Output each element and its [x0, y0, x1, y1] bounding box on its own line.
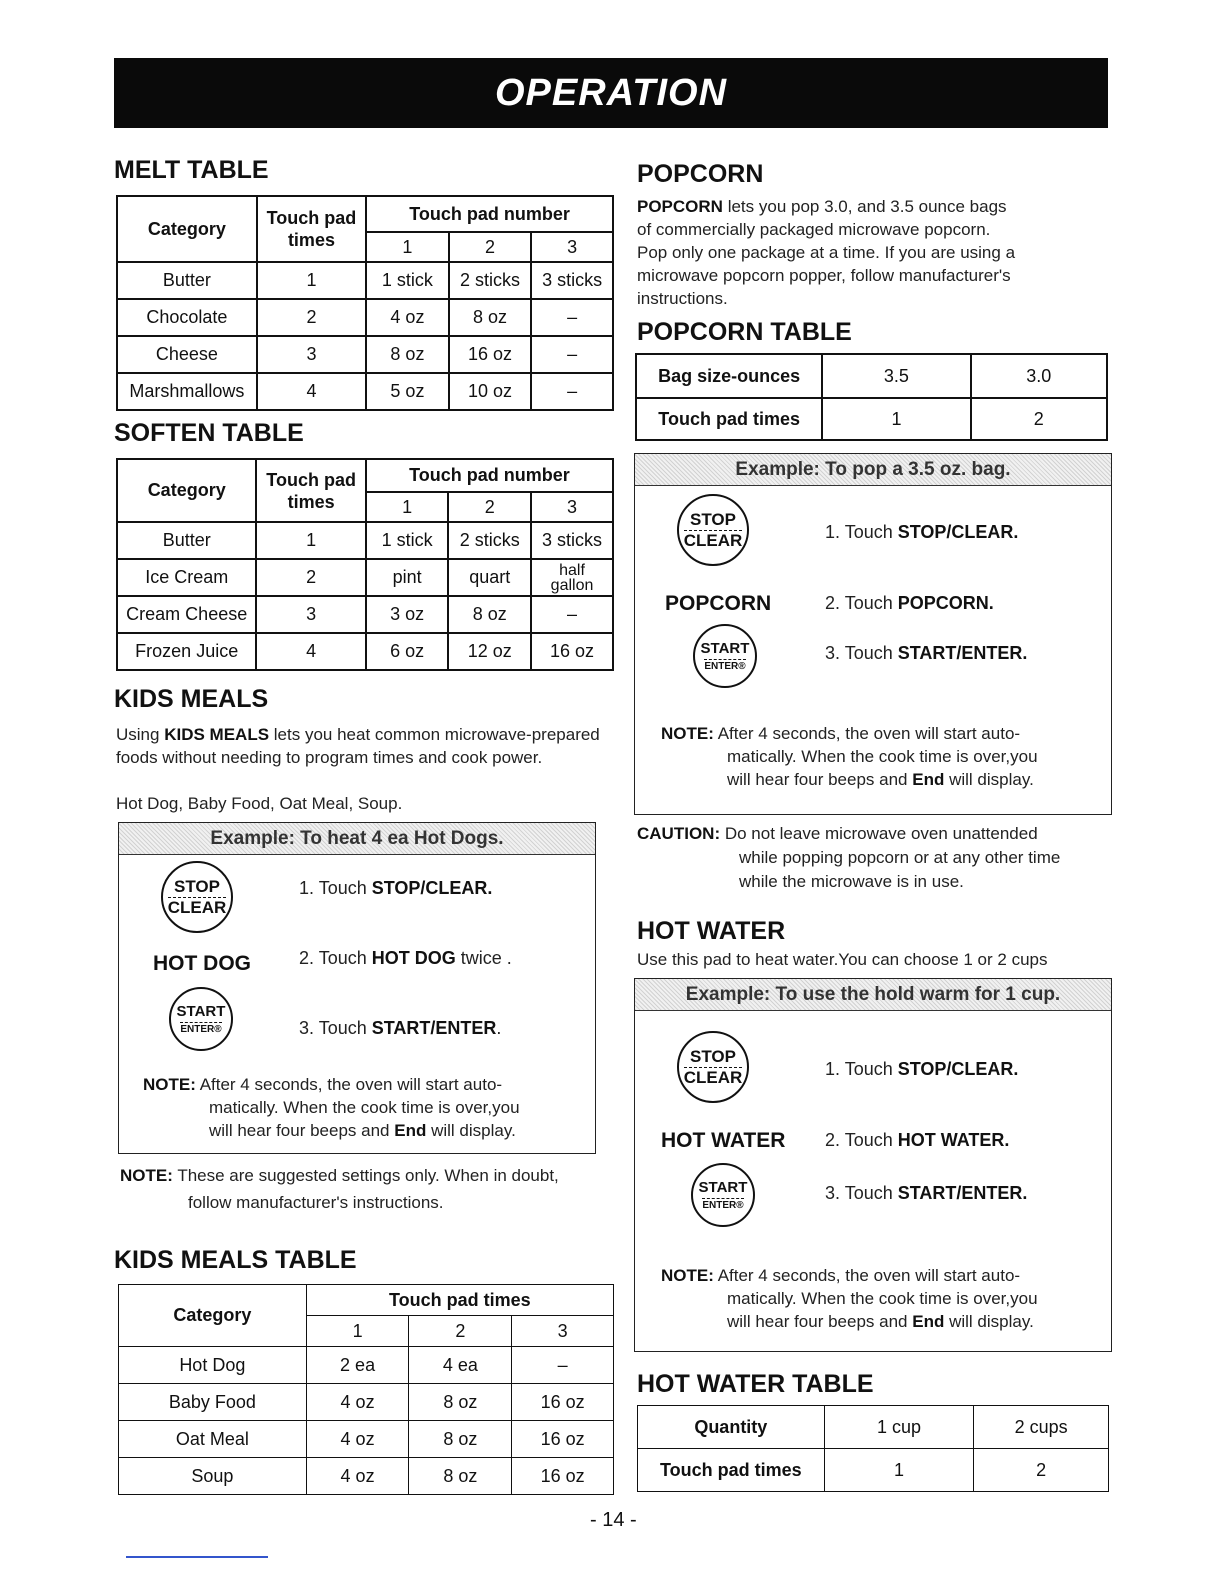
soften-cell: 2 sticks — [448, 522, 531, 559]
hot-water-key-label: HOT WATER — [661, 1129, 786, 1152]
start-enter-icon — [169, 987, 233, 1051]
melt-cell: 2 — [257, 299, 366, 336]
intro-text: microwave popcorn popper, follow manufacturer's — [637, 266, 1011, 285]
kids-table-cell: 4 oz — [306, 1421, 409, 1458]
table-row — [117, 336, 613, 373]
step-text: 1. Touch — [825, 522, 893, 542]
kids-table-header-category: Category — [119, 1285, 307, 1347]
popcorn-intro — [637, 195, 1117, 310]
hot-water-example-box — [634, 978, 1112, 1352]
soften-header-category: Category — [117, 459, 256, 522]
soften-cell: 4 — [256, 633, 365, 670]
popcorn-table-cell: 2 — [971, 398, 1107, 440]
melt-cell: – — [531, 373, 613, 410]
hot-water-table — [637, 1405, 1109, 1492]
kids-note-2 — [120, 1162, 630, 1216]
table-row — [117, 633, 613, 670]
melt-header-number: Touch pad number — [366, 196, 613, 232]
popcorn-title: POPCORN — [637, 160, 764, 188]
kids-table-cell: 4 oz — [306, 1458, 409, 1495]
kids-table-cell: 16 oz — [512, 1421, 614, 1458]
soften-cell: half gallon — [531, 559, 613, 596]
hot-water-step-3 — [825, 1183, 1027, 1204]
step-key: START/ENTER. — [897, 1183, 1028, 1203]
soften-header-times: Touch pad times — [256, 459, 365, 522]
caution-text: while the microwave is in use. — [739, 872, 964, 891]
soften-cell: 6 oz — [366, 633, 449, 670]
melt-cell: – — [531, 299, 613, 336]
melt-cell: 1 — [257, 262, 366, 299]
soften-cell: 8 oz — [448, 596, 531, 633]
note-label: NOTE: — [120, 1166, 173, 1185]
melt-cell: Marshmallows — [117, 373, 257, 410]
clear-label: CLEAR — [167, 897, 227, 917]
banner-title: OPERATION — [494, 71, 728, 114]
note-text: matically. When the cook time is over,you — [727, 1289, 1038, 1308]
note-text: will display. — [949, 1312, 1034, 1331]
hot-water-step-1 — [825, 1059, 1018, 1080]
hot-water-step-2 — [825, 1130, 1009, 1151]
melt-cell: 4 — [257, 373, 366, 410]
kids-table-cell: 4 oz — [306, 1384, 409, 1421]
caution-text: Do not leave microwave oven unattended — [724, 824, 1038, 843]
kids-table-col-2: 2 — [409, 1316, 512, 1347]
table-row — [636, 398, 1107, 440]
note-label: NOTE: — [661, 1266, 714, 1285]
melt-cell: 1 stick — [366, 262, 449, 299]
hot-dog-key-label: HOT DOG — [153, 952, 251, 975]
soften-table — [116, 458, 614, 671]
hot-water-table-cell: Quantity — [638, 1406, 825, 1449]
table-row — [117, 522, 613, 559]
step-key: POPCORN. — [897, 593, 994, 613]
kids-table-cell: 8 oz — [409, 1384, 512, 1421]
example-header — [635, 979, 1111, 1011]
soften-table-title: SOFTEN TABLE — [114, 419, 304, 447]
note-text: After 4 seconds, the oven will start auto- — [717, 1266, 1021, 1285]
intro-text: lets you pop 3.0, and 3.5 ounce bags — [727, 197, 1007, 216]
intro-text: instructions. — [637, 289, 728, 308]
stop-clear-icon — [677, 1031, 749, 1103]
popcorn-table-cell: 1 — [822, 398, 970, 440]
kids-table-cell: 2 ea — [306, 1347, 409, 1384]
enter-label: ENTER® — [704, 660, 746, 672]
popcorn-step-2 — [825, 593, 994, 614]
melt-cell: 4 oz — [366, 299, 449, 336]
soften-col-2: 2 — [448, 492, 531, 522]
table-row — [119, 1421, 614, 1458]
soften-cell: 16 oz — [531, 633, 613, 670]
soften-header-number: Touch pad number — [366, 459, 613, 492]
soften-cell: 3 — [256, 596, 365, 633]
page-number: - 14 - — [590, 1509, 637, 1531]
popcorn-step-1 — [825, 522, 1018, 543]
step-key: STOP/CLEAR. — [371, 878, 493, 898]
kids-step-2 — [299, 948, 512, 969]
popcorn-table-cell: Touch pad times — [636, 398, 822, 440]
soften-cell: Ice Cream — [117, 559, 256, 596]
caution-label: CAUTION: — [637, 824, 721, 843]
clear-label: CLEAR — [683, 530, 743, 550]
kids-table-cell: Oat Meal — [119, 1421, 307, 1458]
kids-table-cell: 16 oz — [512, 1458, 614, 1495]
kids-meals-foods: Hot Dog, Baby Food, Oat Meal, Soup. — [116, 794, 403, 813]
enter-label: ENTER® — [702, 1199, 744, 1211]
melt-cell: 10 oz — [449, 373, 532, 410]
soften-cell: pint — [366, 559, 449, 596]
kids-example-box — [118, 822, 596, 1154]
kids-meals-table — [118, 1284, 614, 1495]
kids-note — [143, 1073, 520, 1142]
soften-cell: 1 — [256, 522, 365, 559]
start-enter-icon — [691, 1163, 755, 1227]
intro-text: Pop only one package at a time. If you are using a — [637, 243, 1016, 262]
melt-col-3: 3 — [531, 232, 613, 262]
kids-table-cell: Hot Dog — [119, 1347, 307, 1384]
table-row — [117, 559, 613, 596]
note-text: will hear four beeps and — [727, 1312, 908, 1331]
table-row — [119, 1384, 614, 1421]
kids-table-cell: – — [512, 1347, 614, 1384]
melt-cell: 2 sticks — [449, 262, 532, 299]
table-row — [117, 299, 613, 336]
hot-water-table-title: HOT WATER TABLE — [637, 1370, 874, 1398]
kids-table-cell: Soup — [119, 1458, 307, 1495]
popcorn-table-cell: 3.0 — [971, 354, 1107, 398]
kids-table-cell: Baby Food — [119, 1384, 307, 1421]
example-header — [635, 454, 1111, 486]
step-key: HOT DOG — [371, 948, 456, 968]
soften-cell: Cream Cheese — [117, 596, 256, 633]
table-row — [117, 596, 613, 633]
start-label: START — [700, 639, 750, 657]
start-enter-icon — [693, 624, 757, 688]
step-text: twice . — [460, 948, 512, 968]
melt-table — [116, 195, 614, 411]
melt-cell: Chocolate — [117, 299, 257, 336]
step-text: 2. Touch — [299, 948, 367, 968]
melt-cell: 8 oz — [449, 299, 532, 336]
note-text: After 4 seconds, the oven will start auto- — [199, 1075, 503, 1094]
step-text: 3. Touch — [825, 643, 893, 663]
step-text: 1. Touch — [299, 878, 367, 898]
table-row — [117, 373, 613, 410]
melt-cell: Butter — [117, 262, 257, 299]
kids-meals-intro — [116, 723, 616, 769]
soften-col-3: 3 — [531, 492, 613, 522]
kids-table-cell: 8 oz — [409, 1421, 512, 1458]
table-row — [636, 354, 1107, 398]
popcorn-caution — [637, 822, 1117, 894]
intro-text: lets you heat common microwave-prepared foods without needing to program times and cook power. — [116, 725, 600, 767]
soften-cell: quart — [448, 559, 531, 596]
start-label: START — [176, 1002, 226, 1020]
kids-step-1 — [299, 878, 492, 899]
popcorn-step-3 — [825, 643, 1027, 664]
page-banner — [114, 58, 1108, 128]
melt-header-category: Category — [117, 196, 257, 262]
hot-water-title: HOT WATER — [637, 917, 786, 945]
hot-water-table-cell: 1 — [824, 1449, 974, 1492]
popcorn-table-cell: 3.5 — [822, 354, 970, 398]
intro-text: Using — [116, 725, 160, 744]
table-row — [638, 1449, 1109, 1492]
intro-key: KIDS MEALS — [164, 725, 270, 744]
note-end: End — [394, 1121, 427, 1140]
start-label: START — [698, 1178, 748, 1196]
step-text: 1. Touch — [825, 1059, 893, 1079]
melt-cell: Cheese — [117, 336, 257, 373]
note-text: will display. — [949, 770, 1034, 789]
note-text: follow manufacturer's instructions. — [188, 1193, 444, 1212]
melt-cell: 3 — [257, 336, 366, 373]
intro-key: POPCORN — [637, 197, 723, 216]
clear-label: CLEAR — [683, 1067, 743, 1087]
hot-water-table-cell: 2 — [974, 1449, 1109, 1492]
hot-water-table-cell: Touch pad times — [638, 1449, 825, 1492]
stop-label: STOP — [690, 509, 736, 529]
popcorn-table-title: POPCORN TABLE — [637, 318, 852, 346]
soften-cell: 3 oz — [366, 596, 449, 633]
kids-table-header-times: Touch pad times — [306, 1285, 613, 1316]
melt-cell: 8 oz — [366, 336, 449, 373]
enter-label: ENTER® — [180, 1023, 222, 1035]
melt-cell: 5 oz — [366, 373, 449, 410]
caution-text: while popping popcorn or at any other time — [739, 848, 1061, 867]
step-key: HOT WATER. — [897, 1130, 1010, 1150]
popcorn-table — [635, 353, 1108, 441]
note-label: NOTE: — [143, 1075, 196, 1094]
stop-label: STOP — [690, 1046, 736, 1066]
note-text: will hear four beeps and — [209, 1121, 390, 1140]
note-label: NOTE: — [661, 724, 714, 743]
note-end: End — [912, 1312, 945, 1331]
hot-water-note — [661, 1264, 1038, 1333]
soften-cell: 12 oz — [448, 633, 531, 670]
step-key: STOP/CLEAR. — [897, 522, 1019, 542]
note-text: After 4 seconds, the oven will start auto- — [717, 724, 1021, 743]
kids-table-col-1: 1 — [306, 1316, 409, 1347]
step-key: STOP/CLEAR. — [897, 1059, 1019, 1079]
melt-header-times: Touch pad times — [257, 196, 366, 262]
table-row — [117, 262, 613, 299]
melt-cell: – — [531, 336, 613, 373]
step-text: 2. Touch — [825, 1130, 893, 1150]
kids-table-cell: 16 oz — [512, 1384, 614, 1421]
popcorn-key-label: POPCORN — [665, 592, 772, 615]
note-text: These are suggested settings only. When in doubt, — [177, 1166, 559, 1185]
step-key: START/ENTER — [371, 1018, 497, 1038]
stop-clear-icon — [161, 861, 233, 933]
example-title: Example: To use the hold warm for 1 cup. — [685, 983, 1061, 1005]
kids-table-cell: 8 oz — [409, 1458, 512, 1495]
kids-step-3 — [299, 1018, 501, 1039]
footer-divider — [126, 1556, 268, 1558]
note-text: matically. When the cook time is over,you — [727, 747, 1038, 766]
table-row — [638, 1406, 1109, 1449]
melt-col-2: 2 — [449, 232, 532, 262]
example-title: Example: To pop a 3.5 oz. bag. — [735, 458, 1011, 480]
soften-cell: Frozen Juice — [117, 633, 256, 670]
hot-water-table-cell: 2 cups — [974, 1406, 1109, 1449]
example-title: Example: To heat 4 ea Hot Dogs. — [210, 827, 504, 849]
soften-cell: 1 stick — [366, 522, 449, 559]
melt-table-title: MELT TABLE — [114, 156, 269, 184]
soften-cell: Butter — [117, 522, 256, 559]
soften-cell: – — [531, 596, 613, 633]
stop-label: STOP — [174, 876, 220, 896]
note-end: End — [912, 770, 945, 789]
step-text: . — [496, 1018, 502, 1038]
soften-cell: 3 sticks — [531, 522, 613, 559]
kids-meals-title: KIDS MEALS — [114, 685, 269, 713]
popcorn-note — [661, 722, 1038, 791]
example-header — [119, 823, 595, 855]
hot-water-table-cell: 1 cup — [824, 1406, 974, 1449]
hot-water-intro: Use this pad to heat water.You can choose 1 or 2 cups — [637, 950, 1048, 969]
melt-cell: 3 sticks — [531, 262, 613, 299]
step-text: 3. Touch — [299, 1018, 367, 1038]
note-text: will display. — [431, 1121, 516, 1140]
note-text: will hear four beeps and — [727, 770, 908, 789]
intro-text: of commercially packaged microwave popcorn. — [637, 220, 991, 239]
kids-table-col-3: 3 — [512, 1316, 614, 1347]
kids-meals-table-title: KIDS MEALS TABLE — [114, 1246, 357, 1274]
step-key: START/ENTER. — [897, 643, 1028, 663]
kids-table-cell: 4 ea — [409, 1347, 512, 1384]
melt-cell: 16 oz — [449, 336, 532, 373]
popcorn-table-cell: Bag size-ounces — [636, 354, 822, 398]
table-row — [119, 1458, 614, 1495]
stop-clear-icon — [677, 494, 749, 566]
soften-cell: 2 — [256, 559, 365, 596]
step-text: 3. Touch — [825, 1183, 893, 1203]
popcorn-example-box — [634, 453, 1112, 815]
table-row — [119, 1347, 614, 1384]
melt-col-1: 1 — [366, 232, 449, 262]
step-text: 2. Touch — [825, 593, 893, 613]
note-text: matically. When the cook time is over,you — [209, 1098, 520, 1117]
soften-col-1: 1 — [366, 492, 449, 522]
